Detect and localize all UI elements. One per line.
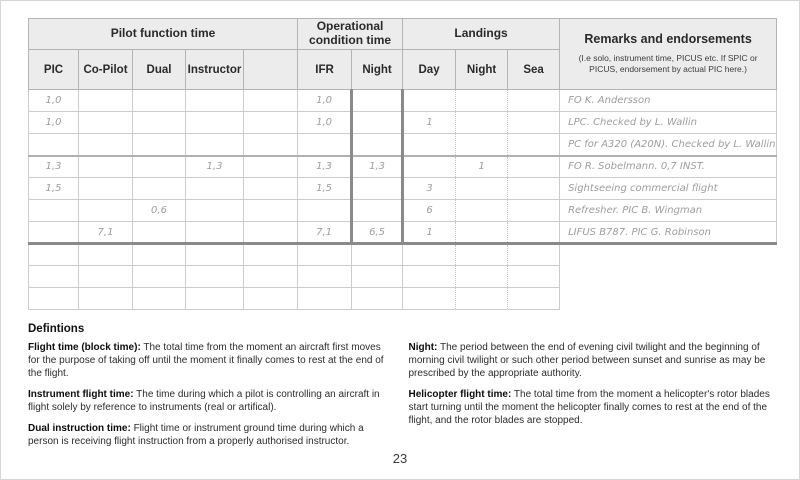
cell-day (403, 90, 456, 112)
definitions-columns (28, 341, 773, 456)
cell-pic (29, 134, 79, 156)
cell-instructor-empty (186, 244, 244, 266)
cell-remarks: FO K. Andersson (560, 90, 777, 112)
cell-day: 1 (403, 222, 456, 244)
logbook-row (29, 222, 777, 244)
cell-day-empty (403, 244, 456, 266)
definition-helicopter-flight-time (409, 388, 774, 427)
cell-day: 3 (403, 178, 456, 200)
page-content (1, 1, 799, 456)
cell-instructor (186, 134, 244, 156)
remarks-header-subtext: (I.e solo, instrument time, PICUS etc. If SPIC or PICUS, endorsement by actual PIC here.) (578, 52, 758, 75)
empty-logbook-row (29, 266, 777, 288)
cell-sea-empty (508, 266, 560, 288)
col-header-night-landings: Night (456, 50, 508, 90)
cell-dual-empty (133, 244, 186, 266)
cell-ifr-empty (298, 266, 352, 288)
empty-logbook-row (29, 288, 777, 310)
cell-instructor (186, 90, 244, 112)
table-header (29, 19, 777, 90)
definition-instrument-flight-time (28, 388, 393, 414)
cell-day (403, 134, 456, 156)
logbook-row (29, 112, 777, 134)
page-number: 23 (392, 451, 408, 466)
cell-dual (133, 156, 186, 178)
cell-instructor-empty (186, 266, 244, 288)
col-header-dual: Dual (133, 50, 186, 90)
cell-dual: 0,6 (133, 200, 186, 222)
cell-copilot: 7,1 (79, 222, 133, 244)
cell-extra-empty (244, 266, 298, 288)
cell-night_op (352, 112, 403, 134)
cell-remarks-empty (560, 244, 777, 266)
col-header-day-landings: Day (403, 50, 456, 90)
col-header-copilot: Co-Pilot (79, 50, 133, 90)
cell-pic-empty (29, 266, 79, 288)
cell-remarks: Sightseeing commercial flight (560, 178, 777, 200)
cell-ifr: 1,3 (298, 156, 352, 178)
group-header-operational-condition-time: Operational condition time (298, 19, 403, 50)
cell-remarks: LIFUS B787. PIC G. Robinson (560, 222, 777, 244)
logbook-row (29, 178, 777, 200)
cell-day: 1 (403, 112, 456, 134)
cell-dual (133, 112, 186, 134)
logbook-rows (29, 90, 777, 310)
cell-night_ldg (456, 200, 508, 222)
cell-copilot (79, 112, 133, 134)
definition-term: Helicopter flight time: (408, 389, 512, 400)
cell-night_op (352, 178, 403, 200)
cell-dual (133, 134, 186, 156)
group-header-row (29, 19, 777, 50)
cell-night_ldg (456, 90, 508, 112)
cell-remarks: Refresher. PIC B. Wingman (560, 200, 777, 222)
logbook-row (29, 156, 777, 178)
cell-pic: 1,0 (29, 112, 79, 134)
col-header-sea-landings: Sea (508, 50, 560, 90)
definition-flight-time (28, 341, 393, 380)
cell-extra-empty (244, 244, 298, 266)
cell-remarks: FO R. Sobelmann. 0,7 INST. (560, 156, 777, 178)
cell-night_op (352, 90, 403, 112)
col-header-ifr: IFR (298, 50, 352, 90)
cell-night_op (352, 134, 403, 156)
cell-ifr-empty (298, 288, 352, 310)
cell-extra (244, 90, 298, 112)
cell-pic: 1,0 (29, 90, 79, 112)
cell-remarks-empty (560, 266, 777, 288)
cell-sea (508, 112, 560, 134)
cell-night_ldg (456, 112, 508, 134)
cell-instructor (186, 222, 244, 244)
definitions-heading: Defintions (28, 323, 85, 335)
cell-sea-empty (508, 244, 560, 266)
cell-night_ldg (456, 222, 508, 244)
definition-text: The total time from the moment a helicopter's rotor blades start turning until the moment the helicopter finally comes to rest at the end of the flight, and the rotor blades are stopped. (408, 389, 770, 426)
cell-night_op-empty (352, 288, 403, 310)
group-header-remarks (560, 19, 777, 90)
cell-dual (133, 90, 186, 112)
cell-copilot-empty (79, 244, 133, 266)
cell-sea (508, 156, 560, 178)
logbook-row (29, 200, 777, 222)
cell-ifr: 1,0 (298, 90, 352, 112)
definition-text: The time during which a pilot is controlling an aircraft in flight solely by reference to instruments (real or artifical). (28, 389, 380, 413)
definition-term: Instrument flight time: (28, 389, 134, 400)
cell-extra-empty (244, 288, 298, 310)
definition-term: Night: (408, 342, 438, 353)
cell-night_ldg (456, 134, 508, 156)
remarks-header-title: Remarks and endorsements (584, 32, 752, 47)
cell-night_ldg (456, 178, 508, 200)
definition-term: Dual instruction time: (28, 423, 131, 434)
cell-copilot-empty (79, 288, 133, 310)
cell-copilot-empty (79, 266, 133, 288)
definition-term: Flight time (block time): (28, 342, 141, 353)
cell-night_ldg-empty (456, 244, 508, 266)
cell-extra (244, 178, 298, 200)
cell-instructor-empty (186, 288, 244, 310)
cell-sea-empty (508, 288, 560, 310)
cell-sea (508, 178, 560, 200)
col-header-blank (244, 50, 298, 90)
definition-text: The period between the end of evening civil twilight and the beginning of morning civil twilight or such other period between sunset and sunrise as may be prescribed by the appropriate authority. (408, 342, 766, 379)
cell-dual-empty (133, 288, 186, 310)
cell-dual (133, 178, 186, 200)
cell-night_ldg-empty (456, 266, 508, 288)
cell-day-empty (403, 288, 456, 310)
logbook-row (29, 90, 777, 112)
cell-sea (508, 200, 560, 222)
cell-sea (508, 222, 560, 244)
cell-copilot (79, 178, 133, 200)
definition-dual-instruction-time (28, 422, 393, 448)
definition-night (409, 341, 774, 380)
cell-remarks-empty (560, 288, 777, 310)
cell-instructor (186, 178, 244, 200)
group-header-pilot-function-time: Pilot function time (29, 19, 298, 50)
definition-text: Flight time or instrument ground time during which a person is receiving flight instruction from a properly authorised instructor. (28, 423, 364, 447)
col-header-night-operational: Night (352, 50, 403, 90)
cell-day (403, 156, 456, 178)
cell-night_op (352, 200, 403, 222)
cell-instructor (186, 200, 244, 222)
definitions-section (28, 323, 773, 456)
cell-day: 6 (403, 200, 456, 222)
cell-instructor: 1,3 (186, 156, 244, 178)
cell-ifr: 1,0 (298, 112, 352, 134)
cell-pic: 1,3 (29, 156, 79, 178)
cell-night_op: 1,3 (352, 156, 403, 178)
cell-dual-empty (133, 266, 186, 288)
cell-extra (244, 222, 298, 244)
cell-night_ldg: 1 (456, 156, 508, 178)
cell-sea (508, 134, 560, 156)
cell-night_op-empty (352, 244, 403, 266)
logbook-row (29, 134, 777, 156)
cell-extra (244, 200, 298, 222)
cell-pic (29, 200, 79, 222)
cell-pic: 1,5 (29, 178, 79, 200)
logbook-table (28, 18, 777, 310)
definition-text: The total time from the moment an aircraft first moves for the purpose of taking off until the moment it finally comes to rest at the end of the flight. (28, 342, 384, 379)
cell-extra (244, 156, 298, 178)
cell-day-empty (403, 266, 456, 288)
cell-copilot (79, 134, 133, 156)
cell-ifr (298, 200, 352, 222)
cell-ifr-empty (298, 244, 352, 266)
col-header-instructor: Instructor (186, 50, 244, 90)
definitions-left-column (28, 341, 393, 456)
cell-night_op-empty (352, 266, 403, 288)
cell-pic-empty (29, 244, 79, 266)
cell-extra (244, 112, 298, 134)
cell-copilot (79, 90, 133, 112)
cell-dual (133, 222, 186, 244)
group-header-landings: Landings (403, 19, 560, 50)
cell-sea (508, 90, 560, 112)
cell-night_ldg-empty (456, 288, 508, 310)
definitions-right-column (409, 341, 774, 456)
cell-pic (29, 222, 79, 244)
empty-logbook-row (29, 244, 777, 266)
cell-night_op: 6,5 (352, 222, 403, 244)
cell-extra (244, 134, 298, 156)
cell-remarks: PC for A320 (A20N). Checked by L. Wallin (560, 134, 777, 156)
cell-pic-empty (29, 288, 79, 310)
cell-ifr: 1,5 (298, 178, 352, 200)
cell-copilot (79, 156, 133, 178)
cell-instructor (186, 112, 244, 134)
cell-copilot (79, 200, 133, 222)
cell-remarks: LPC. Checked by L. Wallin (560, 112, 777, 134)
cell-ifr: 7,1 (298, 222, 352, 244)
col-header-pic: PIC (29, 50, 79, 90)
cell-ifr (298, 134, 352, 156)
